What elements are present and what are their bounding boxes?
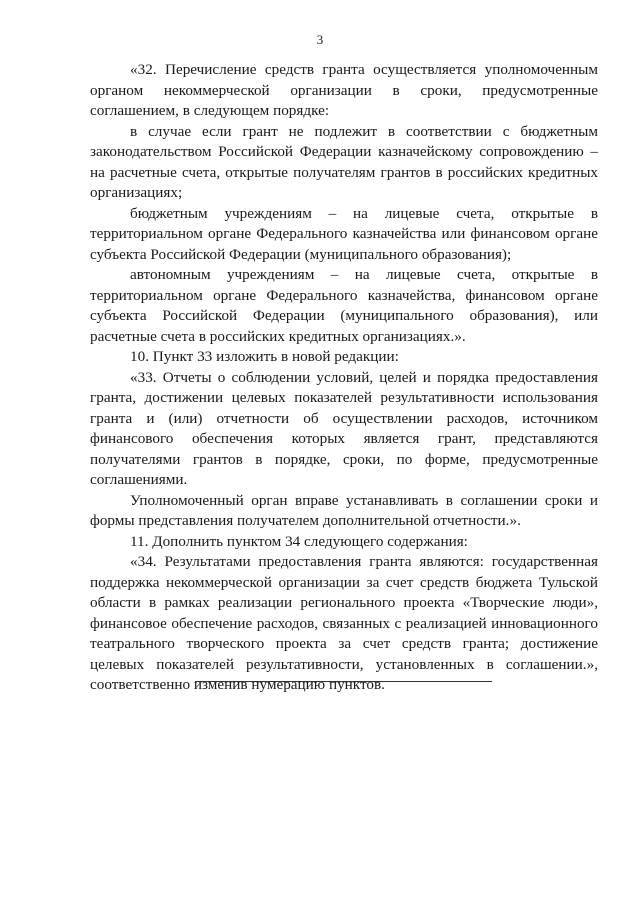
paragraph-autonomous-institutions: автономным учреждениям – на лицевые счета, открытые в территориальном органе Федерального казначейства, финансовом органе субъекта Российской Федерации (муниципального образования), или расчетные счета в российских кредитных организациях.». <box>90 266 598 345</box>
paragraph-item-34: «34. Результатами предоставления гранта являются: государственная поддержка некоммерческой организации за счет средств бюджета Тульской области в рамках реализации регионального проекта «Творческие люди», финансовое обеспечение расходов, связанных с реализацией инновационного театрального творческого проекта за счет средств гранта; достижение целевых показателей результативности, установленных в соглашении.», соответственно изменив нумерацию пунктов. <box>90 553 598 693</box>
separator-line <box>195 681 492 682</box>
paragraph-authorized-body: Уполномоченный орган вправе устанавливать в соглашении сроки и формы представления получателем дополнительной отчетности.». <box>90 491 598 529</box>
page-number: 3 <box>316 32 324 47</box>
paragraph-settlement-accounts: в случае если грант не подлежит в соответствии с бюджетным законодательством Российской Федерации казначейскому сопровождению – на расчетные счета, открытые получателям грантов в российских кредитных организациях; <box>90 122 598 201</box>
paragraph-item-10: 10. Пункт 33 изложить в новой редакции: <box>130 348 399 365</box>
document-body <box>90 60 598 696</box>
paragraph-budget-institutions: бюджетным учреждениям – на лицевые счета, открытые в территориальном органе Федерального казначейства или финансовом органе субъекта Российской Федерации (муниципального образования); <box>90 204 598 263</box>
paragraph-item-11: 11. Дополнить пунктом 34 следующего содержания: <box>130 532 468 550</box>
paragraph-item-33: «33. Отчеты о соблюдении условий, целей и порядка предоставления гранта, достижении целевых показателей результативности использования гранта и (или) отчетности об осуществлении расходов, источником финансового обеспечения которых является грант, представляются получателями грантов в порядке, сроки, по форме, предусмотренные соглашениями. <box>90 368 598 488</box>
paragraph-item-32-intro: «32. Перечисление средств гранта осуществляется уполномоченным органом некоммерческой организации в сроки, предусмотренные соглашением, в следующем порядке: <box>90 61 598 119</box>
